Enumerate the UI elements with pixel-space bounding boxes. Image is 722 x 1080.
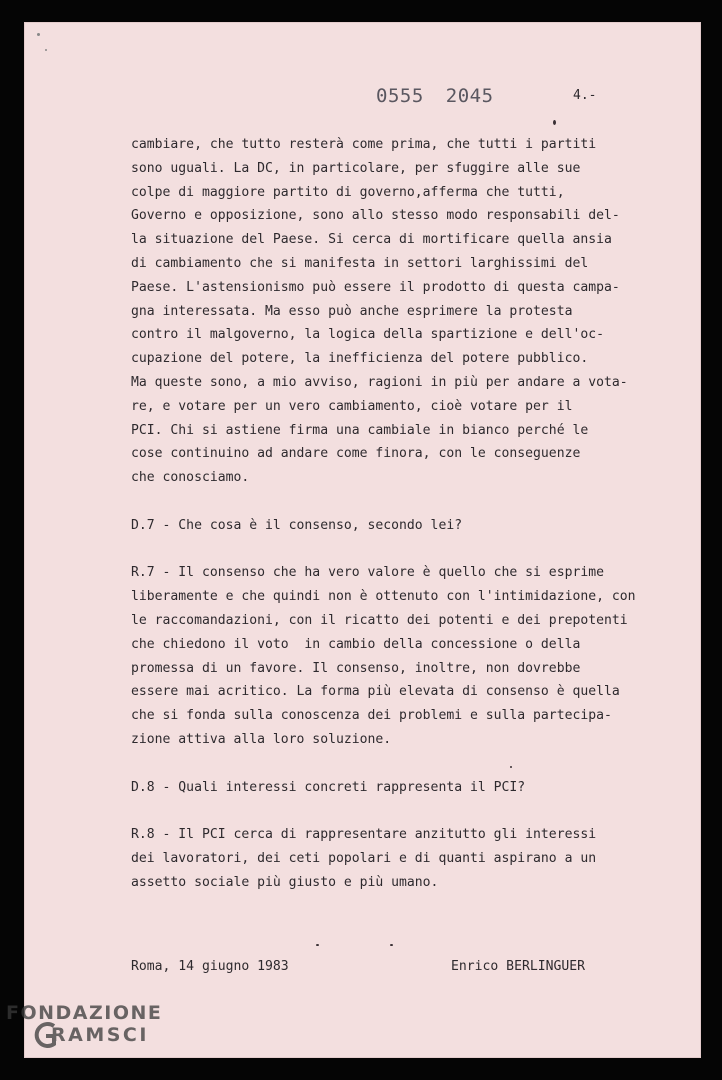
archive-stamp bbox=[376, 85, 494, 107]
text-line: colpe di maggiore partito di governo,afferma che tutti, bbox=[131, 184, 565, 200]
text-line: che si fonda sulla conoscenza dei problemi e sulla partecipa- bbox=[131, 708, 612, 724]
ink-speck bbox=[316, 944, 319, 946]
watermark-line-2: RAMSCI bbox=[51, 1024, 149, 1046]
text-line: assetto sociale più giusto e più umano. bbox=[131, 874, 439, 890]
place-date: Roma, 14 giugno 1983 bbox=[131, 959, 289, 974]
text-line: le raccomandazioni, con il ricatto dei potenti e dei prepotenti bbox=[131, 612, 628, 628]
text-line: di cambiamento che si manifesta in settori larghissimi del bbox=[131, 255, 589, 271]
paragraph bbox=[131, 514, 651, 538]
text-line: R.7 - Il consenso che ha vero valore è quello che si esprime bbox=[131, 565, 604, 581]
signature: Enrico BERLINGUER bbox=[451, 959, 586, 974]
text-line: sono uguali. La DC, in particolare, per sfuggire alle sue bbox=[131, 160, 581, 176]
paragraph-gap bbox=[131, 799, 651, 823]
text-line: Governo e opposizione, sono allo stesso modo responsabili del- bbox=[131, 208, 620, 224]
text-line: promessa di un favore. Il consenso, inoltre, non dovrebbe bbox=[131, 660, 581, 676]
text-line: re, e votare per un vero cambiamento, cioè votare per il bbox=[131, 398, 573, 414]
ink-speck bbox=[37, 33, 40, 36]
watermark-line-1: FONDAZIONE bbox=[6, 1002, 163, 1024]
paragraph bbox=[131, 561, 651, 751]
text-line: essere mai acritico. La forma più elevata di consenso è quella bbox=[131, 684, 620, 700]
text-line: zione attiva alla loro soluzione. bbox=[131, 731, 392, 747]
archive-number-2: 2045 bbox=[445, 85, 494, 107]
document-body bbox=[131, 133, 651, 895]
text-line: cambiare, che tutto resterà come prima, che tutti i partiti bbox=[131, 137, 597, 152]
text-line: PCI. Chi si astiene firma una cambiale in bianco perché le bbox=[131, 422, 589, 438]
text-line: Ma queste sono, a mio avviso, ragioni in più per andare a vota- bbox=[131, 374, 628, 390]
text-line: gna interessata. Ma esso può anche esprimere la protesta bbox=[131, 303, 573, 319]
text-line: dei lavoratori, dei ceti popolari e di quanti aspirano a un bbox=[131, 850, 597, 866]
typewritten-page bbox=[24, 22, 701, 1058]
page-number: 4.- bbox=[573, 88, 597, 103]
text-line: che conosciamo. bbox=[131, 470, 250, 486]
text-line: cupazione del potere, la inefficienza del potere pubblico. bbox=[131, 351, 589, 367]
paragraph bbox=[131, 776, 651, 800]
ink-speck bbox=[390, 944, 393, 946]
text-line: cose continuino ad andare come finora, con le conseguenze bbox=[131, 446, 581, 462]
fondazione-gramsci-watermark bbox=[6, 998, 206, 1078]
paragraph bbox=[131, 133, 651, 490]
text-line: Paese. L'astensionismo può essere il prodotto di questa campa- bbox=[131, 279, 620, 295]
paragraph-gap bbox=[131, 538, 651, 562]
ink-speck bbox=[553, 120, 556, 125]
archive-number-1: 0555 bbox=[376, 85, 424, 107]
paragraph-gap bbox=[131, 490, 651, 514]
ink-speck bbox=[45, 49, 47, 51]
text-line: liberamente e che quindi non è ottenuto con l'intimidazione, con bbox=[131, 589, 636, 605]
text-line: D.7 - Che cosa è il consenso, secondo lei? bbox=[131, 517, 463, 533]
text-line: R.8 - Il PCI cerca di rappresentare anzitutto gli interessi bbox=[131, 827, 597, 843]
paragraph-gap bbox=[131, 752, 651, 776]
paragraph bbox=[131, 823, 651, 894]
text-line: D.8 - Quali interessi concreti rappresenta il PCI? bbox=[131, 779, 526, 795]
text-line: che chiedono il voto in cambio della concessione o della bbox=[131, 636, 581, 652]
text-line: contro il malgoverno, la logica della spartizione e dell'oc- bbox=[131, 327, 604, 343]
text-line: la situazione del Paese. Si cerca di mortificare quella ansia bbox=[131, 232, 612, 248]
